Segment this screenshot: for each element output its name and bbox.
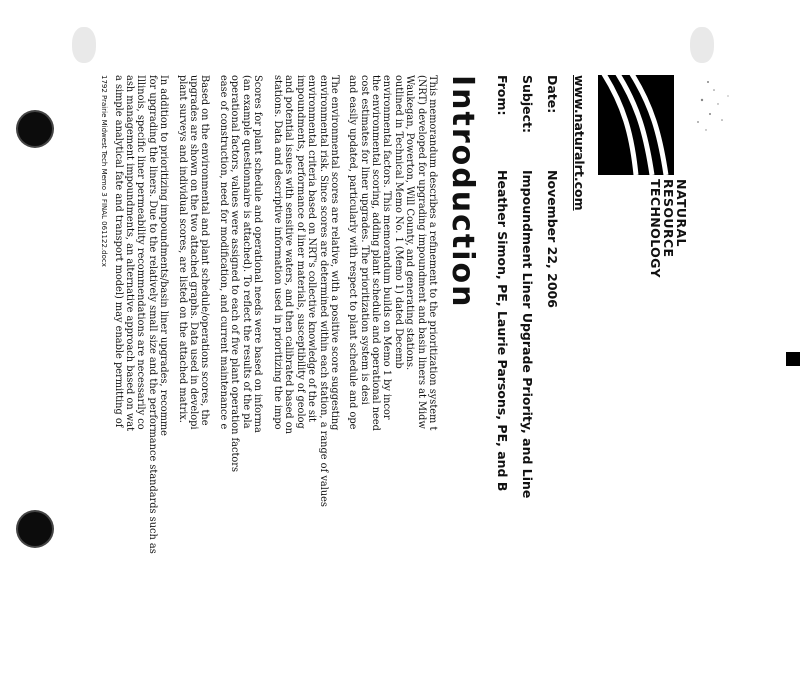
text-line: for upgrading the liners. Due to the relatively small size and the performance standards such as (146, 75, 158, 554)
punch-hole-faint-left (72, 27, 96, 63)
paragraph-4-text (176, 75, 210, 675)
text-line: (NRT) developed for upgrading impoundment and basin liners at Midw (415, 75, 427, 429)
memo-from-row (495, 75, 510, 491)
text-line: a simple analytical fate and transport model) may enable permitting of (112, 75, 124, 428)
text-line: the environmental scoring, adding plant schedule and operational need (369, 75, 381, 431)
memo-date-row (545, 75, 560, 308)
paragraph-3 (217, 75, 263, 675)
memo-subject-row (520, 75, 535, 498)
text-line: In addition to prioritizing impoundments/basin liner upgrades, recomme (158, 75, 170, 436)
punch-hole-upper (18, 112, 52, 146)
text-line: and easily updated, particularly with respect to plant schedule and ope (347, 75, 359, 430)
text-line: outlined in Technical Memo No. 1 (Memo 1) dated Decemb (392, 75, 404, 369)
text-line: The environmental scores are relative, with a positive score suggesting (329, 75, 340, 431)
text-line: environmental factors. This memorandum builds on Memo 1 by incor (381, 75, 393, 420)
text-line: ash management impoundments, an alternative approach based on wat (123, 75, 135, 432)
text-line: This memorandum describes a refinement to the prioritization system t (427, 75, 438, 431)
paragraph-1 (347, 75, 438, 675)
text-line: cost estimates for liner upgrades. The prioritization system is desi (358, 75, 370, 405)
text-line: operational factors, values were assigned to each of five plant operation factors (229, 75, 241, 473)
text-line: stations. Data and descriptive information used in prioritizing the impo (271, 75, 283, 430)
text-line: environmental criteria based on NRT's collective knowledge of the sit (306, 75, 318, 422)
date-label: Date: (545, 75, 560, 114)
punch-hole-lower (18, 512, 52, 546)
from-label: From: (495, 75, 510, 116)
from-value: Heather Simon, PE, Laurie Parsons, PE, and B (495, 170, 510, 492)
text-line: plant surveys and individual scores, are listed on the attached matrix. (176, 75, 188, 423)
scan-mark (786, 352, 800, 366)
text-line: Based on the environmental and plant schedule/operations scores, the (199, 75, 211, 426)
section-heading: Introduction (445, 75, 480, 309)
text-line: upgrades are shown on the two attached graphs. Data used in developi (188, 75, 199, 430)
subject-value: Impoundment Liner Upgrade Priority, and Line (520, 170, 535, 499)
paragraph-2 (272, 75, 340, 675)
text-line: and potential issues with sensitive waters, and then calibrated based on (283, 75, 295, 434)
logo-wordmark (649, 179, 688, 278)
punch-hole-faint-right (690, 27, 714, 63)
text-line: impoundments, performance of liner materials, susceptibility of geolog (294, 75, 306, 429)
text-line: Scores for plant schedule and operational needs were based on informa (252, 75, 263, 433)
logo-line: RESOURCE (661, 179, 676, 258)
text-line: (an example questionnaire is attached). To reflect the results of the pla (240, 75, 252, 429)
text-line: Illinois, specific liner permeability recommendations are necessarily co (135, 75, 147, 430)
text-line: ease of construction, need for modification, and current maintenance e (217, 75, 229, 430)
website-link[interactable]: www.naturalrt.com (572, 75, 587, 211)
paragraph-5-text (112, 75, 169, 675)
text-line: environmental risk. Since scores are determined within each station, a range of values (317, 75, 329, 507)
logo-line: NATURAL (674, 179, 689, 247)
date-value: November 22, 2006 (545, 170, 560, 308)
subject-label: Subject: (520, 75, 535, 133)
text-line: Waukegan, Powerton, Will County, and generating stations. (404, 75, 416, 371)
logo-line: TECHNOLOGY (648, 179, 663, 278)
footer-filename: 1792 Prairie Midwest Tech Memo 3 FINAL 061122.docx (100, 75, 108, 267)
memo-page (100, 75, 700, 675)
